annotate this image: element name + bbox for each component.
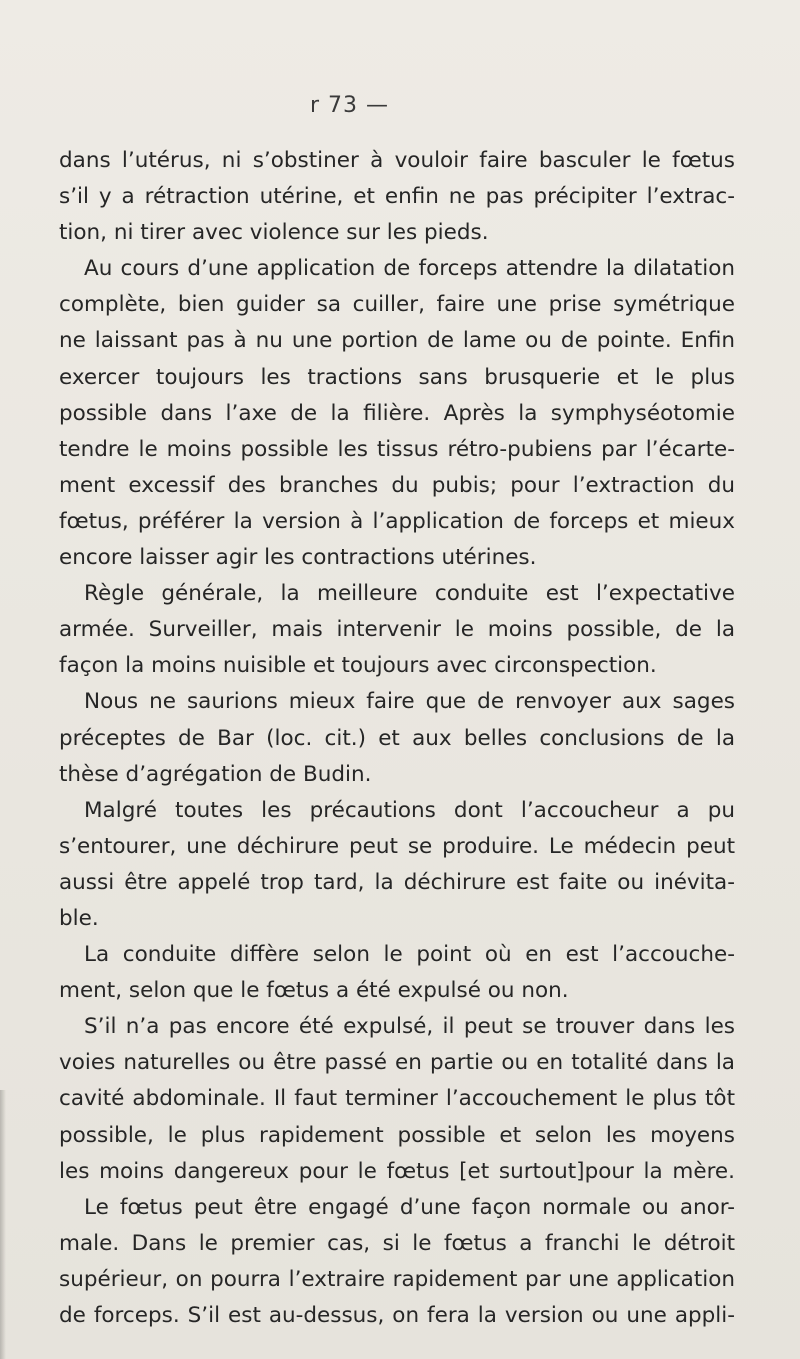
- text-line: armée. Surveiller, mais intervenir le moins possible, de la: [59, 617, 735, 643]
- text-line: les moins dangereux pour le fœtus [et surtout]pour la mère.: [59, 1158, 735, 1184]
- text-line: thèse d’agrégation de Budin.: [59, 761, 372, 787]
- text-line: Le fœtus peut être engagé d’une façon normale ou anor-: [84, 1194, 735, 1220]
- text-line: ne laissant pas à nu une portion de lame ou de pointe. Enfin: [59, 328, 735, 354]
- body-text: [59, 143, 735, 1334]
- text-line: préceptes de Bar (loc. cit.) et aux belles conclusions de la: [59, 725, 735, 751]
- text-line: complète, bien guider sa cuiller, faire une prise symétrique: [59, 292, 735, 318]
- page-number: r 73 —: [310, 93, 390, 118]
- text-line: possible, le plus rapidement possible et selon les moyens: [59, 1122, 735, 1148]
- text-line: aussi être appelé trop tard, la déchirure est faite ou inévita-: [59, 869, 735, 895]
- text-line: encore laisser agir les contractions utérines.: [59, 545, 537, 571]
- text-line: tion, ni tirer avec violence sur les pieds.: [59, 220, 489, 246]
- text-line: s’entourer, une déchirure peut se produire. Le médecin peut: [59, 833, 735, 859]
- text-line: façon la moins nuisible et toujours avec circonspection.: [59, 653, 657, 679]
- text-line: s’il y a rétraction utérine, et enfin ne pas précipiter l’extrac-: [59, 184, 735, 210]
- text-line: de forceps. S’il est au-dessus, on fera la version ou une appli-: [59, 1303, 735, 1328]
- text-line: possible dans l’axe de la filière. Après la symphyséotomie: [59, 400, 735, 426]
- text-line: La conduite diffère selon le point où en est l’accouche-: [84, 942, 735, 968]
- text-line: Nous ne saurions mieux faire que de renvoyer aux sages: [84, 689, 735, 715]
- text-line: voies naturelles ou être passé en partie ou en totalité dans la: [59, 1050, 735, 1076]
- text-line: Au cours d’une application de forceps attendre la dilatation: [84, 256, 735, 282]
- text-line: Malgré toutes les précautions dont l’accoucheur a pu: [84, 797, 735, 823]
- text-line: cavité abdominale. Il faut terminer l’accouchement le plus tôt: [59, 1086, 735, 1112]
- text-line: S’il n’a pas encore été expulsé, il peut se trouver dans les: [84, 1014, 735, 1040]
- page-edge-shadow: [0, 1090, 6, 1359]
- text-line: fœtus, préférer la version à l’application de forceps et mieux: [59, 508, 735, 534]
- text-line: supérieur, on pourra l’extraire rapidement par une application: [59, 1266, 735, 1292]
- text-line: Règle générale, la meilleure conduite est l’expectative: [84, 581, 735, 607]
- text-line: ble.: [59, 905, 99, 931]
- text-line: dans l’utérus, ni s’obstiner à vouloir faire basculer le fœtus: [59, 148, 735, 173]
- text-line: ment excessif des branches du pubis; pour l’extraction du: [59, 472, 735, 498]
- text-line: male. Dans le premier cas, si le fœtus a franchi le détroit: [59, 1230, 735, 1256]
- text-line: tendre le moins possible les tissus rétro-pubiens par l’écarte-: [59, 436, 735, 462]
- text-line: ment, selon que le fœtus a été expulsé ou non.: [59, 978, 569, 1004]
- text-line: exercer toujours les tractions sans brusquerie et le plus: [59, 364, 735, 390]
